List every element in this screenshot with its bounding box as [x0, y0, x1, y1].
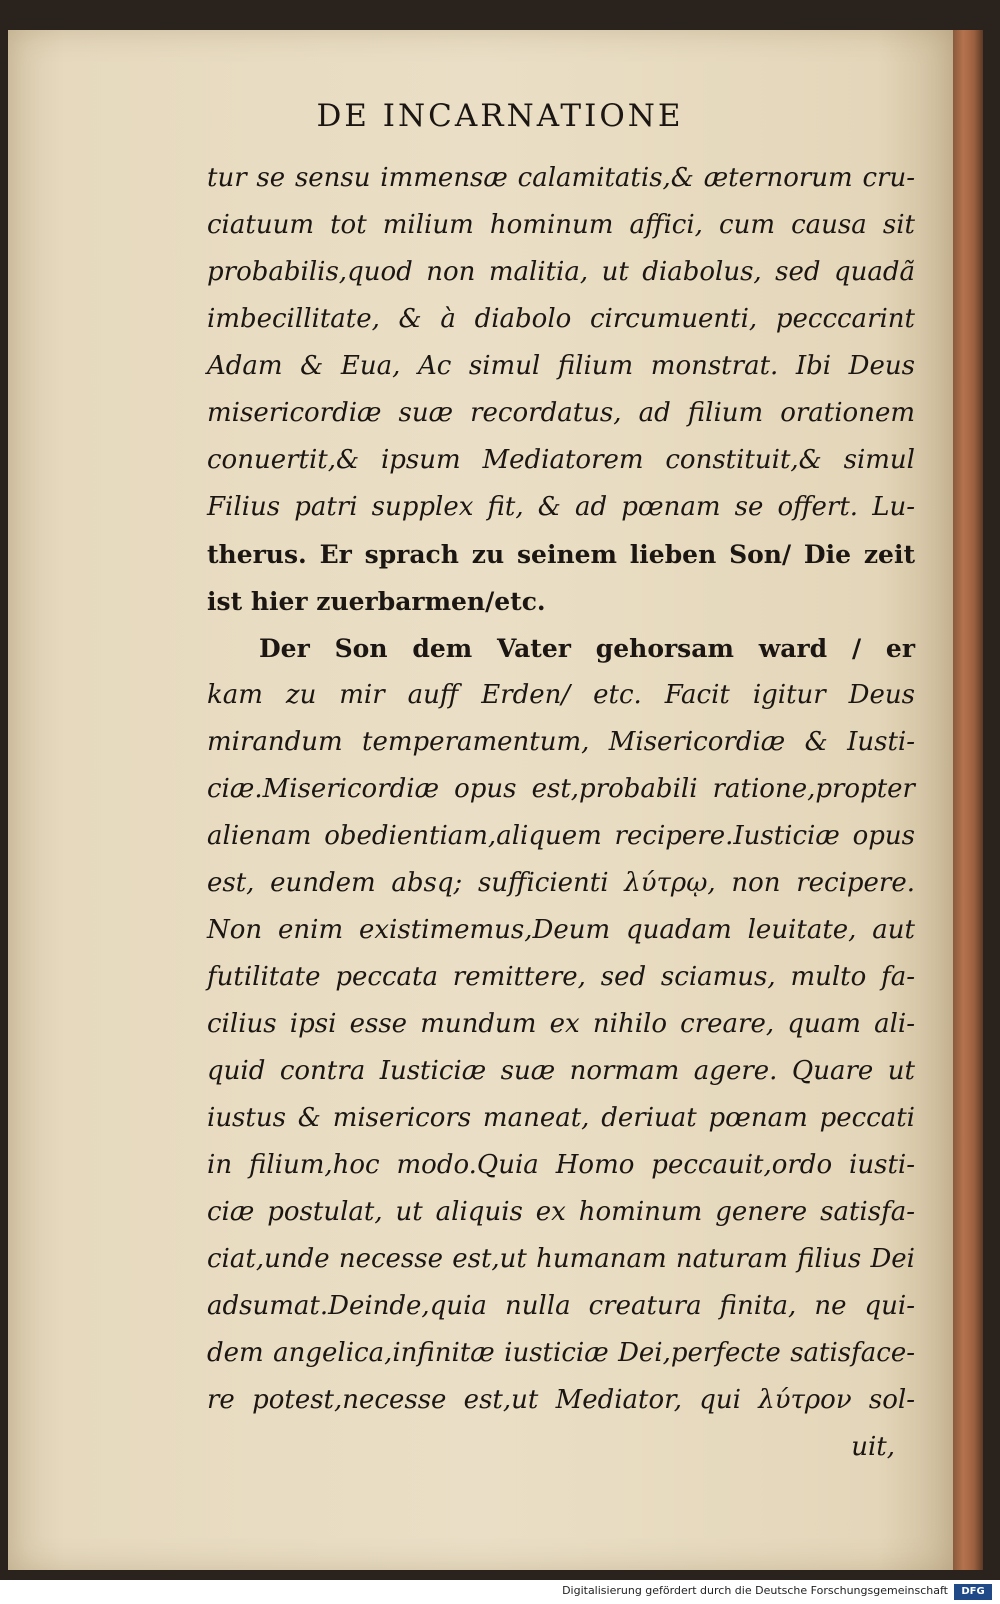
page-edge-bottom — [0, 1570, 1000, 1580]
text-line: Filius patri supplex fit, & ad pœnam se offert. Lu- — [207, 492, 915, 522]
text-line: Der Son dem Vater gehorsam ward / er — [259, 634, 915, 663]
text-line: misericordiæ suæ recordatus, ad filium orationem — [207, 398, 915, 428]
text-line: alienam obedientiam,aliquem recipere.Iusticiæ opus — [207, 821, 915, 851]
text-line: mirandum temperamentum, Misericordiæ & Iusti- — [207, 727, 915, 757]
text-line: ciæ.Misericordiæ opus est,probabili ratione,propter — [207, 774, 915, 804]
text-line: adsumat.Deinde,quia nulla creatura finita, ne qui- — [207, 1291, 915, 1321]
text-line: probabilis,quod non malitia, ut diabolus, sed quadã — [207, 257, 915, 287]
text-line: kam zu mir auff Erden/ etc. Facit igitur Deus — [207, 680, 915, 710]
text-line: in filium,hoc modo.Quia Homo peccauit,ordo iusti- — [207, 1150, 915, 1180]
text-line: ist hier zuerbarmen/etc. — [207, 587, 546, 616]
text-line: est, eundem absq; sufficienti λύτρῳ, non recipere. — [207, 868, 915, 898]
text-line: ciatuum tot milium hominum affici, cum causa sit — [207, 210, 915, 240]
footer-credit: Digitalisierung gefördert durch die Deutsche Forschungsgemeinschaft — [562, 1584, 948, 1597]
text-line: quid contra Iusticiæ suæ normam agere. Quare ut — [207, 1056, 915, 1086]
text-line: Adam & Eua, Ac simul filium monstrat. Ibi Deus — [207, 351, 915, 381]
text-line: imbecillitate, & à diabolo circumuenti, pecccarint — [207, 304, 915, 334]
text-block — [207, 155, 915, 1471]
text-line: tur se sensu immensæ calamitatis,& æternorum cru- — [207, 163, 915, 193]
text-line: conuertit,& ipsum Mediatorem constituit,& simul — [207, 445, 915, 475]
digitization-footer — [0, 1580, 1000, 1604]
text-line: iustus & misericors maneat, deriuat pœnam peccati — [207, 1103, 915, 1133]
text-line: ciæ postulat, ut aliquis ex hominum genere satisfa- — [207, 1197, 915, 1227]
page-edge-binding — [953, 30, 983, 1570]
text-line: re potest,necesse est,ut Mediator, qui λύτρον sol- — [207, 1385, 915, 1415]
dfg-logo-icon: DFG — [954, 1584, 992, 1600]
text-line: therus. Er sprach zu seinem lieben Son/ Die zeit — [207, 540, 915, 569]
text-line: futilitate peccata remittere, sed sciamus, multo fa- — [207, 962, 915, 992]
text-line: Non enim existimemus,Deum quadam leuitate, aut — [207, 915, 915, 945]
text-line: dem angelica,infinitæ iusticiæ Dei,perfecte satisface- — [207, 1338, 915, 1368]
text-line: cilius ipsi esse mundum ex nihilo creare, quam ali- — [207, 1009, 915, 1039]
running-head: DE INCARNATIONE — [316, 98, 684, 134]
catchword: uit, — [851, 1432, 895, 1462]
text-line: ciat,unde necesse est,ut humanam naturam filius Dei — [207, 1244, 915, 1274]
